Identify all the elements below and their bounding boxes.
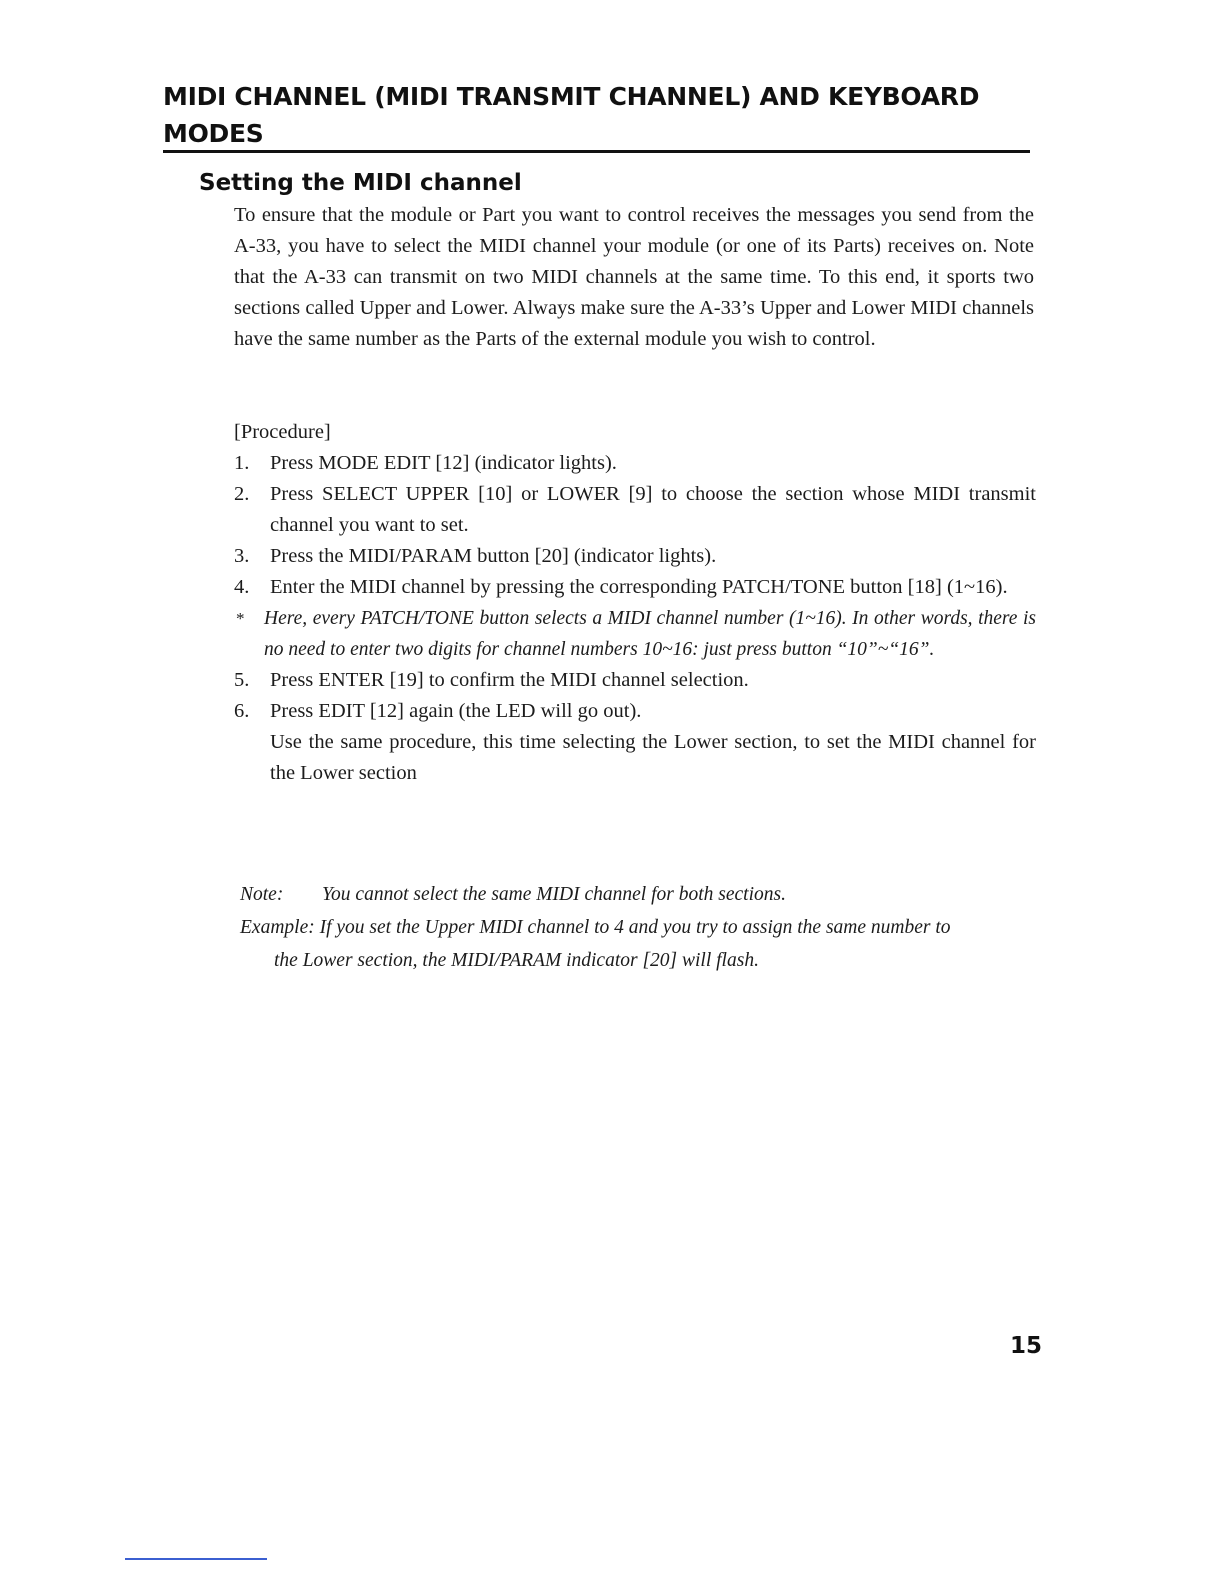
step-footnote <box>234 603 1036 665</box>
example-text: If you set the Upper MIDI channel to 4 and you try to assign the same number to <box>319 917 951 938</box>
intro-paragraph: To ensure that the module or Part you want to control receives the messages you send from the A-33, you have to select the MIDI channel your module (or one of its Parts) receives on. Note that the A-33 can transmit on two MIDI channels at the same time. To this end, it sports two sections called Upper and Lower. Always make sure the A-33’s Upper and Lower MIDI channels have the same number as the Parts of the external module you wish to control. <box>234 204 1034 350</box>
step-text: Enter the MIDI channel by pressing the corresponding PATCH/TONE button [18] (1~16). <box>270 576 1008 598</box>
note-line <box>240 878 1038 911</box>
step-4 <box>234 572 1036 603</box>
heading-rule <box>163 150 1030 153</box>
step-number: 6. <box>234 700 250 722</box>
step-text: Press EDIT [12] again (the LED will go out). <box>270 700 642 722</box>
note-label: Note: <box>240 884 284 905</box>
note-block <box>240 878 1038 977</box>
scan-edge-line <box>125 1558 267 1560</box>
step-extra-text: Use the same procedure, this time selecting the Lower section, to set the MIDI channel for the Lower section <box>270 731 1036 784</box>
example-label: Example: <box>240 917 315 938</box>
step-text: Press MODE EDIT [12] (indicator lights). <box>270 452 617 474</box>
example-continuation: the Lower section, the MIDI/PARAM indicator [20] will flash. <box>274 950 759 971</box>
step-1 <box>234 448 1036 479</box>
step-2 <box>234 479 1036 541</box>
procedure-steps <box>234 448 1036 789</box>
footnote-text: Here, every PATCH/TONE button selects a MIDI channel number (1~16). In other words, there is no need to enter two digits for channel numbers 10~16: just press button “10”~“16”. <box>264 608 1036 660</box>
step-number: 2. <box>234 483 250 505</box>
step-number: 5. <box>234 669 250 691</box>
step-text: Press the MIDI/PARAM button [20] (indicator lights). <box>270 545 717 567</box>
step-number: 4. <box>234 576 250 598</box>
step-text: Press ENTER [19] to confirm the MIDI channel selection. <box>270 669 749 691</box>
step-5 <box>234 665 1036 696</box>
asterisk-marker: * <box>236 609 245 628</box>
example-line <box>240 911 1038 977</box>
step-6 <box>234 696 1036 789</box>
step-3 <box>234 541 1036 572</box>
page-number: 15 <box>1010 1333 1043 1359</box>
procedure-label: [Procedure] <box>234 421 331 443</box>
step-number: 1. <box>234 452 250 474</box>
note-text: You cannot select the same MIDI channel for both sections. <box>322 884 786 905</box>
page-title: MIDI CHANNEL (MIDI TRANSMIT CHANNEL) AND KEYBOARD MODES <box>163 82 980 148</box>
section-title: Setting the MIDI channel <box>199 170 522 196</box>
step-text: Press SELECT UPPER [10] or LOWER [9] to choose the section whose MIDI transmit channel you want to set. <box>270 483 1036 536</box>
step-number: 3. <box>234 545 250 567</box>
